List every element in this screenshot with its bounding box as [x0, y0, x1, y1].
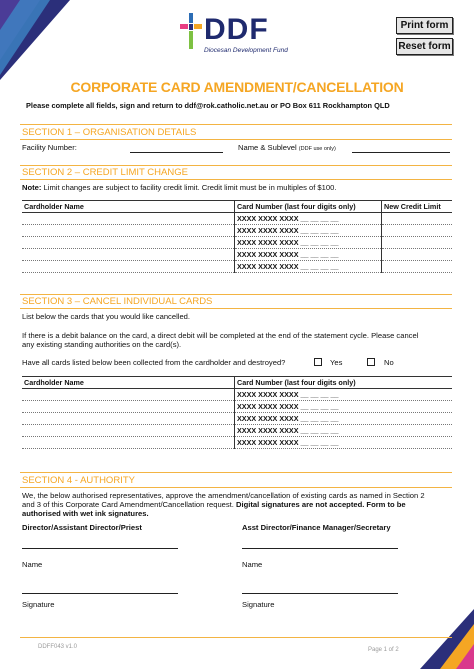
page-number: Page 1 of 2: [368, 647, 399, 653]
ddf-use-only-hint: (DDF use only): [298, 146, 336, 152]
cardholder-name-cell[interactable]: [22, 225, 235, 237]
section-divider: [20, 294, 452, 295]
section-1-heading: SECTION 1 – ORGANISATION DETAILS: [22, 127, 197, 138]
cross-icon: [180, 13, 202, 49]
no-checkbox[interactable]: [367, 358, 375, 366]
cardholder-name-cell[interactable]: [22, 401, 235, 413]
card-number-cell[interactable]: XXXX XXXX XXXX __ __ __ __: [235, 425, 453, 437]
table-row: [22, 261, 452, 273]
facility-number-field[interactable]: [130, 152, 223, 153]
column-header: Cardholder Name: [22, 201, 235, 213]
logo-tagline: Diocesan Development Fund: [204, 47, 288, 54]
corner-decoration-bottom-right: [420, 609, 474, 669]
left-role-field[interactable]: [22, 548, 178, 549]
table-row: [22, 213, 452, 225]
section-divider: [20, 165, 452, 166]
credit-limit-note: [22, 183, 336, 193]
new-credit-limit-cell[interactable]: [382, 213, 453, 225]
credit-limit-table: [22, 200, 452, 273]
card-number-cell[interactable]: XXXX XXXX XXXX __ __ __ __: [235, 213, 382, 225]
section-divider: [20, 139, 452, 140]
section-2-heading: SECTION 2 – CREDIT LIMIT CHANGE: [22, 167, 188, 178]
note-text: Limit changes are subject to facility credit limit. Credit limit must be in multiples of $100.: [43, 183, 337, 192]
table-row: [22, 249, 452, 261]
card-number-cell[interactable]: XXXX XXXX XXXX __ __ __ __: [235, 225, 382, 237]
right-signature-label: Signature: [242, 600, 275, 609]
name-sublevel-text: Name & Sublevel: [238, 143, 297, 152]
reset-form-button[interactable]: Reset form: [396, 38, 453, 55]
cardholder-name-cell[interactable]: [22, 213, 235, 225]
card-number-cell[interactable]: XXXX XXXX XXXX __ __ __ __: [235, 389, 453, 401]
cardholder-name-cell[interactable]: [22, 425, 235, 437]
table-row: [22, 401, 452, 413]
new-credit-limit-cell[interactable]: [382, 261, 453, 273]
authority-text-part: and 3 of this Corporate Card Amendment/Cancellation request.: [22, 500, 234, 509]
authority-text-line-3: authorised with wet ink signatures.: [22, 509, 149, 518]
column-header: Card Number (last four digits only): [235, 377, 453, 389]
section-divider: [20, 472, 452, 473]
column-header: Card Number (last four digits only): [235, 201, 382, 213]
no-label: No: [384, 358, 394, 367]
table-row: [22, 425, 452, 437]
right-role-field[interactable]: [242, 548, 398, 549]
cardholder-name-cell[interactable]: [22, 261, 235, 273]
left-name-field[interactable]: [22, 593, 178, 594]
left-name-label: Name: [22, 560, 43, 569]
section-divider: [20, 179, 452, 180]
footer-divider: [20, 637, 452, 638]
table-row: [22, 413, 452, 425]
new-credit-limit-cell[interactable]: [382, 237, 453, 249]
print-form-button[interactable]: Print form: [396, 17, 453, 34]
name-sublevel-label: [238, 143, 336, 155]
page-title: CORPORATE CARD AMENDMENT/CANCELLATION: [70, 79, 404, 95]
right-signatory-role: Asst Director/Finance Manager/Secretary: [242, 523, 391, 532]
card-number-cell[interactable]: XXXX XXXX XXXX __ __ __ __: [235, 413, 453, 425]
logo-wordmark: DDF: [204, 13, 269, 46]
section-4-heading: SECTION 4 - AUTHORITY: [22, 475, 135, 486]
name-sublevel-field[interactable]: [352, 152, 450, 153]
debit-balance-text-line-1: If there is a debit balance on the card, a direct debit will be completed at the end of the statement cycle. Please cancel: [22, 331, 419, 340]
column-header: New Credit Limit: [382, 201, 453, 213]
cardholder-name-cell[interactable]: [22, 413, 235, 425]
section-3-heading: SECTION 3 – CANCEL INDIVIDUAL CARDS: [22, 296, 213, 307]
left-signatory-role: Director/Assistant Director/Priest: [22, 523, 142, 532]
new-credit-limit-cell[interactable]: [382, 249, 453, 261]
cardholder-name-cell[interactable]: [22, 249, 235, 261]
right-name-field[interactable]: [242, 593, 398, 594]
facility-number-label: Facility Number:: [22, 143, 77, 152]
debit-balance-text-line-2: any existing standing authorities on the card(s).: [22, 340, 182, 349]
table-row: [22, 389, 452, 401]
column-header: Cardholder Name: [22, 377, 235, 389]
cancel-cards-table: [22, 376, 452, 449]
cardholder-name-cell[interactable]: [22, 389, 235, 401]
instructions-text: Please complete all fields, sign and return to ddf@rok.catholic.net.au or PO Box 611 Rockhampton QLD: [26, 101, 390, 110]
left-signature-label: Signature: [22, 600, 55, 609]
form-code: DDFF043 v1.0: [38, 644, 78, 650]
new-credit-limit-cell[interactable]: [382, 225, 453, 237]
authority-text-line-1: We, the below authorised representatives, approve the amendment/cancellation of existing cards as named in Section 2: [22, 491, 425, 500]
table-header-row: [22, 201, 452, 213]
corner-decoration-top-left: [0, 0, 70, 80]
card-number-cell[interactable]: XXXX XXXX XXXX __ __ __ __: [235, 401, 453, 413]
ddf-logo: [178, 11, 298, 63]
cardholder-name-cell[interactable]: [22, 437, 235, 449]
section-divider: [20, 487, 452, 488]
cardholder-name-cell[interactable]: [22, 237, 235, 249]
card-number-cell[interactable]: XXXX XXXX XXXX __ __ __ __: [235, 237, 382, 249]
cancel-intro-text: List below the cards that you would like cancelled.: [22, 312, 191, 321]
card-number-cell[interactable]: XXXX XXXX XXXX __ __ __ __: [235, 249, 382, 261]
note-label: Note:: [22, 183, 42, 192]
yes-checkbox[interactable]: [314, 358, 322, 366]
section-divider: [20, 124, 452, 125]
card-number-cell[interactable]: XXXX XXXX XXXX __ __ __ __: [235, 437, 453, 449]
table-row: [22, 237, 452, 249]
table-row: [22, 225, 452, 237]
authority-text-bold-part: Digital signatures are not accepted. Form to be: [236, 500, 406, 509]
yes-label: Yes: [330, 358, 343, 367]
cards-destroyed-question: Have all cards listed below been collected from the cardholder and destroyed?: [22, 358, 286, 367]
table-header-row: [22, 377, 452, 389]
table-row: [22, 437, 452, 449]
card-number-cell[interactable]: XXXX XXXX XXXX __ __ __ __: [235, 261, 382, 273]
section-divider: [20, 308, 452, 309]
right-name-label: Name: [242, 560, 263, 569]
